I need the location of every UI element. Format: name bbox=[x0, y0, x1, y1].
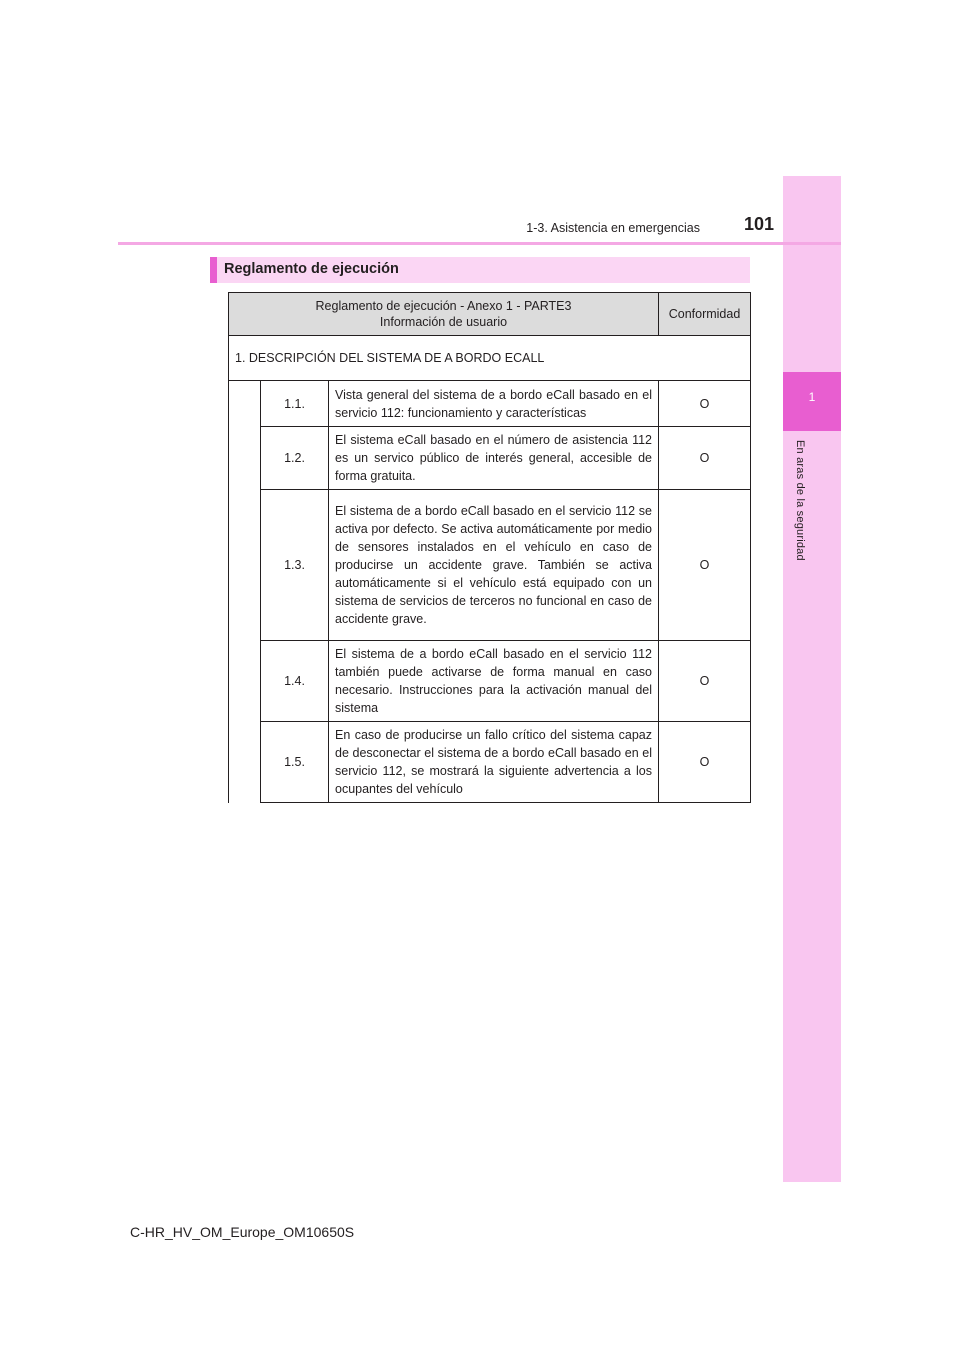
row-conformity: O bbox=[659, 490, 751, 641]
header-section-title: 1-3. Asistencia en emergencias bbox=[526, 221, 700, 235]
row-number: 1.4. bbox=[261, 641, 329, 722]
section-heading: Reglamento de ejecución bbox=[224, 261, 399, 277]
section-heading-accent bbox=[210, 257, 217, 283]
chapter-number: 1 bbox=[808, 390, 816, 404]
row-conformity: O bbox=[659, 427, 751, 490]
header-divider bbox=[118, 242, 841, 245]
table-row bbox=[229, 490, 751, 641]
row-text: El sistema eCall basado en el número de asistencia 112 es un servico público de interés general, accesible de forma gratuita. bbox=[329, 427, 659, 490]
table-row bbox=[229, 381, 751, 427]
regulation-table bbox=[228, 292, 751, 803]
row-conformity: O bbox=[659, 722, 751, 803]
table-header-conformity: Conformidad bbox=[659, 293, 751, 336]
table-header-row bbox=[229, 293, 751, 336]
table-row bbox=[229, 427, 751, 490]
table-header-line-2: Información de usuario bbox=[379, 315, 508, 329]
section-heading-box bbox=[210, 257, 750, 283]
page-number: 101 bbox=[743, 214, 774, 234]
row-number: 1.2. bbox=[261, 427, 329, 490]
table-header-title bbox=[229, 293, 659, 336]
row-number: 1.5. bbox=[261, 722, 329, 803]
table-section-row bbox=[229, 336, 751, 381]
row-text: En caso de producirse un fallo crítico del sistema capaz de desconectar el sistema de a bordo eCall basado en el servicio 112, se mostrará la siguiente advertencia a los ocupantes del vehículo bbox=[329, 722, 659, 803]
table-row bbox=[229, 641, 751, 722]
footer-document-code: C-HR_HV_OM_Europe_OM10650S bbox=[130, 1224, 355, 1240]
row-number: 1.1. bbox=[261, 381, 329, 427]
table-header-line-1: Reglamento de ejecución - Anexo 1 - PARTE3 bbox=[315, 299, 572, 313]
row-conformity: O bbox=[659, 381, 751, 427]
row-text: El sistema de a bordo eCall basado en el servicio 112 se activa por defecto. Se activa automáticamente por medio de sensores instalados en el vehículo en caso de producirse un accidente grave. También se activa automáticamente si el vehículo está equipado con un sistema de servicios de terceros no funcional en caso de accidente grave. bbox=[329, 490, 659, 641]
row-conformity: O bbox=[659, 641, 751, 722]
chapter-title: En aras de la seguridad bbox=[794, 440, 806, 561]
table-indent-cell bbox=[229, 381, 261, 803]
row-number: 1.3. bbox=[261, 490, 329, 641]
row-text: El sistema de a bordo eCall basado en el servicio 112 también puede activarse de forma manual en caso necesario. Instrucciones para la activación manual del sistema bbox=[329, 641, 659, 722]
table-section-label: 1. DESCRIPCIÓN DEL SISTEMA DE A BORDO ECALL bbox=[229, 336, 751, 381]
row-text: Vista general del sistema de a bordo eCall basado en el servicio 112: funcionamiento y características bbox=[329, 381, 659, 427]
table-row bbox=[229, 722, 751, 803]
chapter-side-tab bbox=[783, 176, 841, 1182]
